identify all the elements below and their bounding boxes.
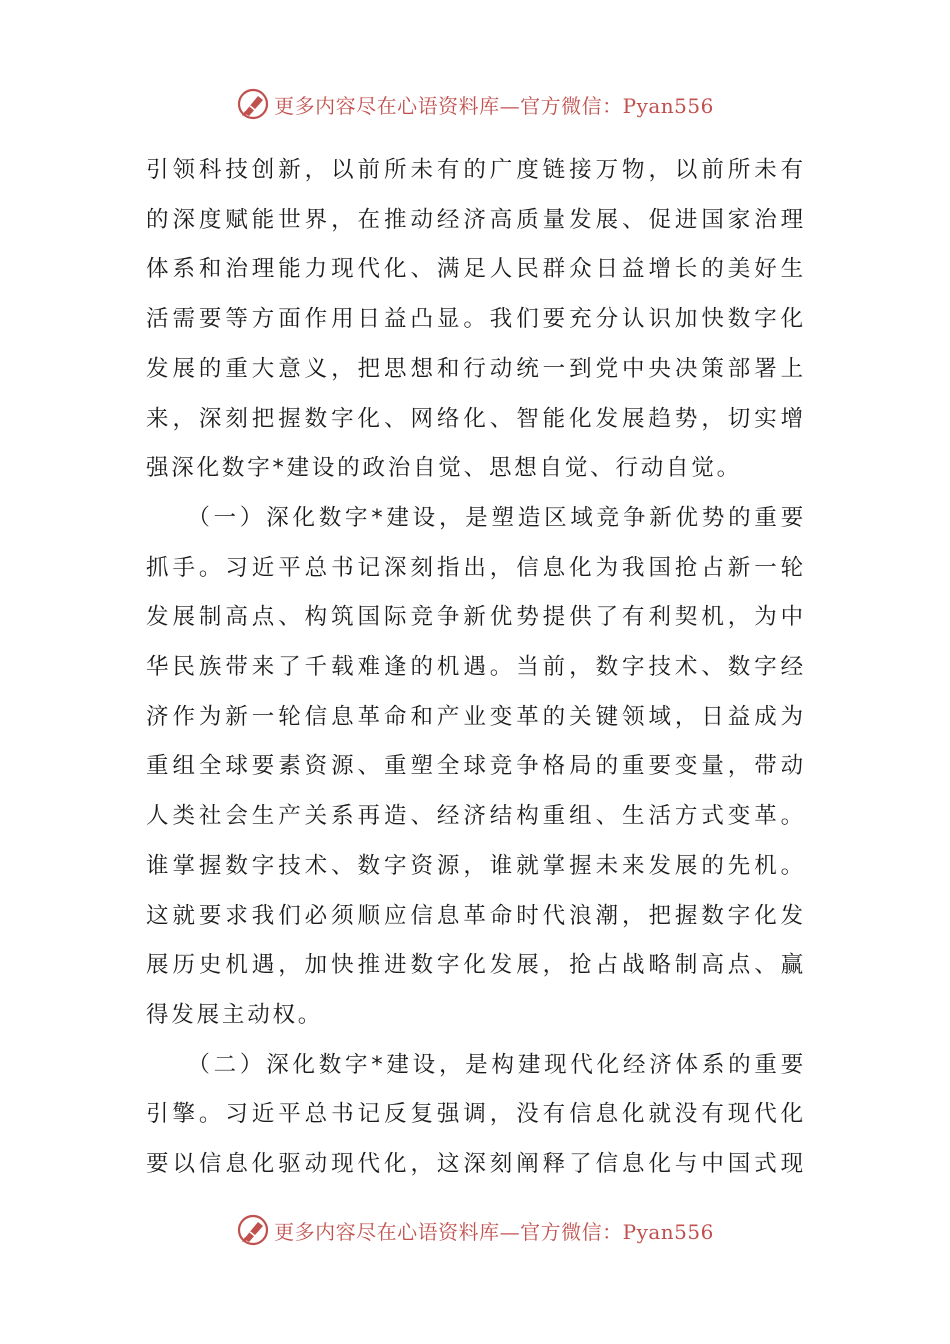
- text-line: 体系和治理能力现代化、满足人民群众日益增长的美好生: [146, 256, 806, 283]
- text-line: 活需要等方面作用日益凸显。我们要充分认识加快数字化: [146, 306, 806, 333]
- text-line: 强深化数字*建设的政治自觉、思想自觉、行动自觉。: [146, 455, 742, 482]
- text-line: 发展的重大意义，把思想和行动统一到党中央决策部署上: [146, 355, 806, 382]
- text-line: 这就要求我们必须顺应信息革命时代浪潮，把握数字化发: [146, 902, 806, 929]
- text-line: 发展制高点、构筑国际竞争新优势提供了有利契机，为中: [146, 604, 806, 631]
- text-line: 来，深刻把握数字化、网络化、智能化发展趋势，切实增: [146, 405, 806, 432]
- footer-watermark-banner: [0, 1210, 950, 1250]
- text-line: 人类社会生产关系再造、经济结构重组、生活方式变革。: [146, 803, 806, 830]
- text-line: 要以信息化驱动现代化，这深刻阐释了信息化与中国式现: [146, 1151, 806, 1178]
- document-body: [146, 146, 806, 1190]
- pen-nib-circle-icon: [236, 87, 270, 121]
- pen-nib-circle-icon: [236, 1213, 270, 1247]
- text-line: 重组全球要素资源、重塑全球竞争格局的重要变量，带动: [146, 753, 806, 780]
- text-line: 谁掌握数字技术、数字资源，谁就掌握未来发展的先机。: [146, 852, 806, 879]
- text-line: 华民族带来了千载难逢的机遇。当前，数字技术、数字经: [146, 654, 806, 681]
- header-watermark-banner: [0, 84, 950, 124]
- section-heading-line: （二）深化数字*建设，是构建现代化经济体系的重要: [146, 1051, 806, 1078]
- watermark-text: 更多内容尽在心语资料库—官方微信：Pyan556: [274, 93, 714, 118]
- text-line: 抓手。习近平总书记深刻指出，信息化为我国抢占新一轮: [146, 554, 806, 581]
- text-line: 的深度赋能世界，在推动经济高质量发展、促进国家治理: [146, 206, 806, 233]
- section-heading-line: （一）深化数字*建设，是塑造区域竞争新优势的重要: [146, 504, 806, 531]
- text-line: 展历史机遇，加快推进数字化发展，抢占战略制高点、赢: [146, 952, 806, 979]
- text-line: 得发展主动权。: [146, 1001, 324, 1028]
- text-line: 引擎。习近平总书记反复强调，没有信息化就没有现代化: [146, 1101, 806, 1128]
- text-line: 引领科技创新，以前所未有的广度链接万物，以前所未有: [146, 157, 806, 183]
- watermark-text: 更多内容尽在心语资料库—官方微信：Pyan556: [274, 1219, 714, 1244]
- text-line: 济作为新一轮信息革命和产业变革的关键领域，日益成为: [146, 703, 806, 730]
